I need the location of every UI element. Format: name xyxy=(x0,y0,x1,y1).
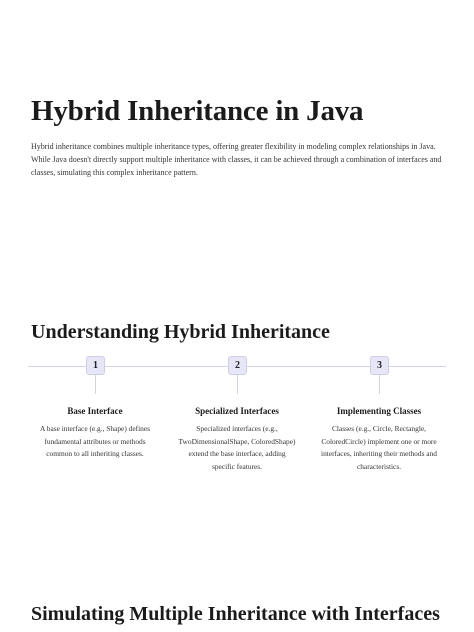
step-number-badge: 2 xyxy=(228,356,247,375)
step-number-badge: 1 xyxy=(86,356,105,375)
step-connector xyxy=(379,375,380,394)
inheritance-timeline xyxy=(0,356,474,486)
section-heading-understanding: Understanding Hybrid Inheritance xyxy=(31,321,330,343)
intro-paragraph: Hybrid inheritance combines multiple inheritance types, offering greater flexibility in modeling complex relationships in Java. While Java doesn't directly support multiple inheritance with classes, it can be achieved through a combination of interfaces and classes, simulating this complex inheritance pattern. xyxy=(31,142,442,177)
step-number-badge: 3 xyxy=(370,356,389,375)
step-description: Classes (e.g., Circle, Rectangle, ColoredCircle) implement one or more interfaces, inheriting their methods and characteristics. xyxy=(321,424,437,471)
step-description: Specialized interfaces (e.g., TwoDimensionalShape, ColoredShape) extend the base interface, adding specific features. xyxy=(178,424,296,471)
step-title: Specialized Interfaces xyxy=(195,406,279,416)
page-title: Hybrid Inheritance in Java xyxy=(31,95,364,127)
step-connector xyxy=(237,375,238,394)
step-title: Implementing Classes xyxy=(336,406,422,416)
section-heading-simulating: Simulating Multiple Inheritance with Interfaces xyxy=(31,603,440,625)
step-connector xyxy=(95,375,96,394)
step-title: Base Interface xyxy=(67,406,123,416)
step-description: A base interface (e.g., Shape) defines fundamental attributes or methods common to all inheriting classes. xyxy=(40,424,150,458)
